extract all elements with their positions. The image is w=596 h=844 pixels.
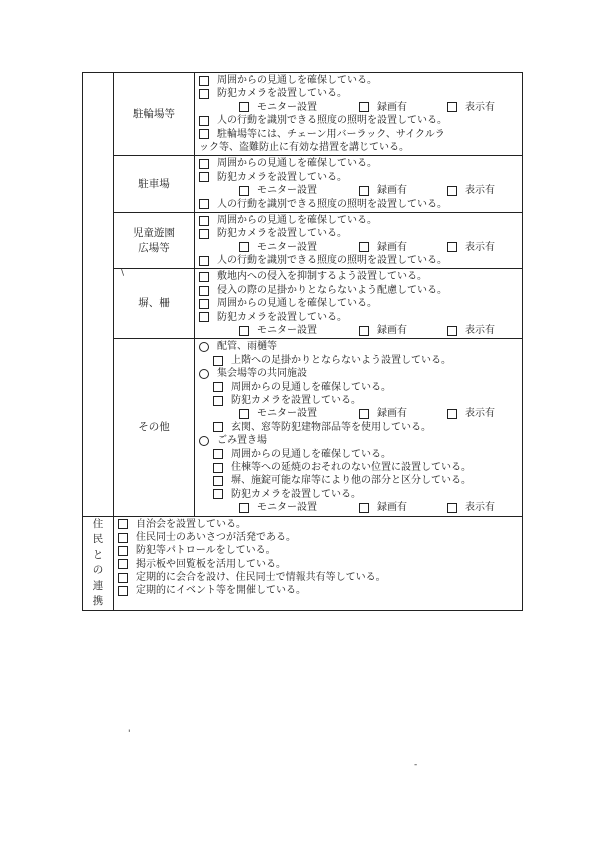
checklist-item-text: 人の行動を識別できる照度の照明を設置している。: [217, 198, 447, 210]
checklist-item-text: 駐輪場等には、チェーン用バーラック、サイクルラ: [217, 128, 445, 140]
checklist-line: [199, 311, 520, 324]
camera-option: [359, 241, 447, 254]
checkbox[interactable]: [199, 312, 209, 322]
camera-option-label: モニター設置: [257, 408, 317, 420]
camera-option: [239, 407, 359, 420]
checklist-line: [199, 394, 520, 407]
checkbox[interactable]: [118, 546, 128, 556]
checklist-line: [199, 128, 520, 141]
camera-option: [359, 101, 447, 114]
checklist-line: [199, 448, 520, 461]
camera-option: [359, 184, 447, 197]
checkbox[interactable]: [118, 533, 128, 543]
camera-option: [447, 241, 495, 254]
checklist-line: [199, 407, 520, 420]
section-items: [195, 212, 523, 269]
checklist-item-text: 人の行動を識別できる照度の照明を設置している。: [217, 115, 447, 127]
checklist-line: [199, 488, 520, 501]
security-checklist-table: [82, 72, 523, 611]
camera-option-label: 録画有: [377, 185, 407, 197]
checklist-line: [118, 518, 520, 531]
checkbox[interactable]: [199, 256, 209, 266]
checklist-line: [199, 254, 520, 267]
checkbox[interactable]: [118, 573, 128, 583]
camera-option: [447, 324, 495, 337]
section-row: [83, 156, 523, 213]
checkbox[interactable]: [118, 586, 128, 596]
checkbox[interactable]: [213, 422, 223, 432]
checklist-item-text: 防犯カメラを設置している。: [217, 228, 347, 240]
checkbox[interactable]: [239, 503, 249, 513]
checklist-item-text: 定期的にイベント等を開催している。: [136, 585, 306, 597]
checkbox[interactable]: [447, 102, 457, 112]
camera-option-label: モニター設置: [257, 502, 317, 514]
residents-items: [114, 516, 523, 610]
section-items: [195, 73, 523, 156]
checklist-item-text: 自治会を設置している。: [136, 518, 246, 530]
checklist-line: [199, 421, 520, 434]
checklist-item-text: 防犯等パトロールをしている。: [136, 545, 276, 557]
residents-section-label: 住 民 と の 連 携: [83, 516, 114, 610]
checklist-item-text: 防犯カメラを設置している。: [231, 488, 361, 500]
checklist-item-text: 住棟等への延焼のおそれのない位置に設置している。: [231, 461, 471, 473]
camera-option: [239, 101, 359, 114]
camera-option: [359, 324, 447, 337]
section-label: その他: [114, 339, 195, 516]
checklist-line: [199, 141, 520, 154]
camera-option-label: 表示有: [465, 185, 495, 197]
camera-option-label: モニター設置: [257, 241, 317, 253]
stray-mark: ': [128, 729, 131, 739]
circle-marker: [199, 369, 209, 379]
checkbox[interactable]: [199, 172, 209, 182]
camera-option: [447, 184, 495, 197]
checklist-line: [199, 501, 520, 514]
checkbox[interactable]: [118, 519, 128, 529]
checkbox[interactable]: [213, 449, 223, 459]
checkbox[interactable]: [213, 476, 223, 486]
camera-option: [239, 184, 359, 197]
checkbox[interactable]: [447, 186, 457, 196]
section-items: [195, 269, 523, 339]
checklist-line: [118, 584, 520, 597]
camera-option: [239, 241, 359, 254]
checklist-line: [199, 297, 520, 310]
checkbox[interactable]: [199, 129, 209, 139]
checkbox[interactable]: [199, 286, 209, 296]
checklist-item-text: 防犯カメラを設置している。: [231, 394, 361, 406]
checklist-item-text: 侵入の際の足掛かりとならないよう配慮している。: [217, 284, 447, 296]
checkbox[interactable]: [447, 242, 457, 252]
checklist-line: [199, 270, 520, 283]
checkbox[interactable]: [118, 559, 128, 569]
section-label: 児童遊園 広場等: [114, 212, 195, 269]
checkbox[interactable]: [213, 382, 223, 392]
checklist-item-text: 防犯カメラを設置している。: [217, 171, 347, 183]
camera-option: [359, 407, 447, 420]
checklist-line: [118, 544, 520, 557]
checklist-line: [199, 227, 520, 240]
checkbox[interactable]: [199, 116, 209, 126]
checklist-line: [199, 87, 520, 100]
checkbox[interactable]: [199, 89, 209, 99]
checkbox[interactable]: [199, 159, 209, 169]
checkbox[interactable]: [199, 199, 209, 209]
checkbox[interactable]: [239, 326, 249, 336]
checklist-line: [199, 381, 520, 394]
checklist-item-text: 周囲からの見通しを確保している。: [217, 298, 377, 310]
checklist-line: [199, 184, 520, 197]
checkbox[interactable]: [359, 242, 369, 252]
checklist-item-text: 周囲からの見通しを確保している。: [231, 381, 391, 393]
stray-mark: \: [121, 268, 125, 278]
section-label: 駐車場: [114, 156, 195, 213]
checkbox[interactable]: [447, 409, 457, 419]
checklist-item-text: 塀、施錠可能な扉等により他の部分と区分している。: [231, 475, 471, 487]
checklist-line: [199, 340, 520, 353]
checkbox[interactable]: [213, 396, 223, 406]
camera-option-label: 表示有: [465, 241, 495, 253]
camera-option: [239, 324, 359, 337]
section-row: [83, 269, 523, 339]
camera-option-label: モニター設置: [257, 101, 317, 113]
checklist-line: [199, 474, 520, 487]
checklist-item-text: 上階への足掛かりとならないよう設置している。: [231, 354, 451, 366]
camera-option: [447, 101, 495, 114]
checklist-item-text: 周囲からの見通しを確保している。: [231, 448, 391, 460]
checkbox[interactable]: [359, 409, 369, 419]
checkbox[interactable]: [239, 186, 249, 196]
subsection-heading: 集会場等の共同施設: [217, 368, 307, 380]
camera-option-label: 表示有: [465, 408, 495, 420]
camera-option: [239, 501, 359, 514]
checkbox[interactable]: [199, 229, 209, 239]
camera-option-label: 表示有: [465, 101, 495, 113]
circle-marker: [199, 436, 209, 446]
camera-option-label: 録画有: [377, 325, 407, 337]
section-row: [83, 212, 523, 269]
section-label: 塀、柵: [114, 269, 195, 339]
checklist-item-text: 人の行動を識別できる照度の照明を設置している。: [217, 255, 447, 267]
checklist-line: [199, 101, 520, 114]
checkbox[interactable]: [359, 186, 369, 196]
checklist-line: [199, 461, 520, 474]
checklist-item-text: 玄関、窓等防犯建物部品等を使用している。: [231, 421, 431, 433]
checklist-item-text: 敷地内への侵入を抑制するよう設置している。: [217, 271, 427, 283]
checkbox[interactable]: [199, 76, 209, 86]
checklist-item-text: 周囲からの見通しを確保している。: [217, 214, 377, 226]
section-items: [195, 156, 523, 213]
checklist-line: [199, 171, 520, 184]
checklist-item-text: 防犯カメラを設置している。: [217, 311, 347, 323]
section-row: [83, 73, 523, 156]
checklist-item-text: 周囲からの見通しを確保している。: [217, 158, 377, 170]
checkbox[interactable]: [213, 463, 223, 473]
section-row: [83, 339, 523, 516]
camera-option: [447, 501, 495, 514]
checklist-item-text: 防犯カメラを設置している。: [217, 88, 347, 100]
checklist-line: [199, 74, 520, 87]
checklist-line: [199, 214, 520, 227]
checkbox[interactable]: [199, 272, 209, 282]
checklist-line: [199, 114, 520, 127]
camera-option-label: 録画有: [377, 101, 407, 113]
checkbox[interactable]: [213, 356, 223, 366]
checkbox[interactable]: [239, 242, 249, 252]
residents-row: [83, 516, 523, 610]
checklist-line: [118, 558, 520, 571]
circle-marker: [199, 342, 209, 352]
checkbox[interactable]: [447, 326, 457, 336]
camera-option-label: モニター設置: [257, 325, 317, 337]
checklist-line: [118, 571, 520, 584]
checklist-line: [199, 157, 520, 170]
camera-option-label: モニター設置: [257, 185, 317, 197]
checklist-item-text-continued: ック等、盗難防止に有効な措置を講じている。: [199, 141, 409, 153]
checkbox[interactable]: [447, 503, 457, 513]
section-label: 駐輪場等: [114, 73, 195, 156]
checkbox[interactable]: [239, 102, 249, 112]
checklist-item-text: 周囲からの見通しを確保している。: [217, 75, 377, 86]
blank-column-cell: [83, 73, 114, 517]
checkbox[interactable]: [359, 503, 369, 513]
checkbox[interactable]: [199, 299, 209, 309]
checklist-line: [199, 198, 520, 211]
checklist-item-text: 住民同士のあいさつが活発である。: [136, 531, 296, 543]
camera-option: [359, 501, 447, 514]
checkbox[interactable]: [213, 489, 223, 499]
subsection-heading: 配管、雨樋等: [217, 341, 277, 353]
checklist-line: [199, 284, 520, 297]
checklist-line: [118, 531, 520, 544]
checklist-item-text: 定期的に会合を設け、住民同士で情報共有等している。: [136, 572, 386, 584]
checkbox[interactable]: [199, 216, 209, 226]
camera-option-label: 表示有: [465, 325, 495, 337]
checklist-line: [199, 434, 520, 447]
checklist-line: [199, 367, 520, 380]
checklist-line: [199, 241, 520, 254]
stray-mark: -: [414, 760, 418, 770]
camera-option-label: 録画有: [377, 502, 407, 514]
checklist-item-text: 掲示板や回覧板を活用している。: [136, 558, 286, 570]
checklist-line: [199, 324, 520, 337]
camera-option-label: 録画有: [377, 408, 407, 420]
checkbox[interactable]: [239, 409, 249, 419]
camera-option: [447, 407, 495, 420]
camera-option-label: 録画有: [377, 241, 407, 253]
section-items: [195, 339, 523, 516]
checkbox[interactable]: [359, 102, 369, 112]
checkbox[interactable]: [359, 326, 369, 336]
subsection-heading: ごみ置き場: [217, 435, 267, 447]
camera-option-label: 表示有: [465, 502, 495, 514]
checklist-line: [199, 354, 520, 367]
